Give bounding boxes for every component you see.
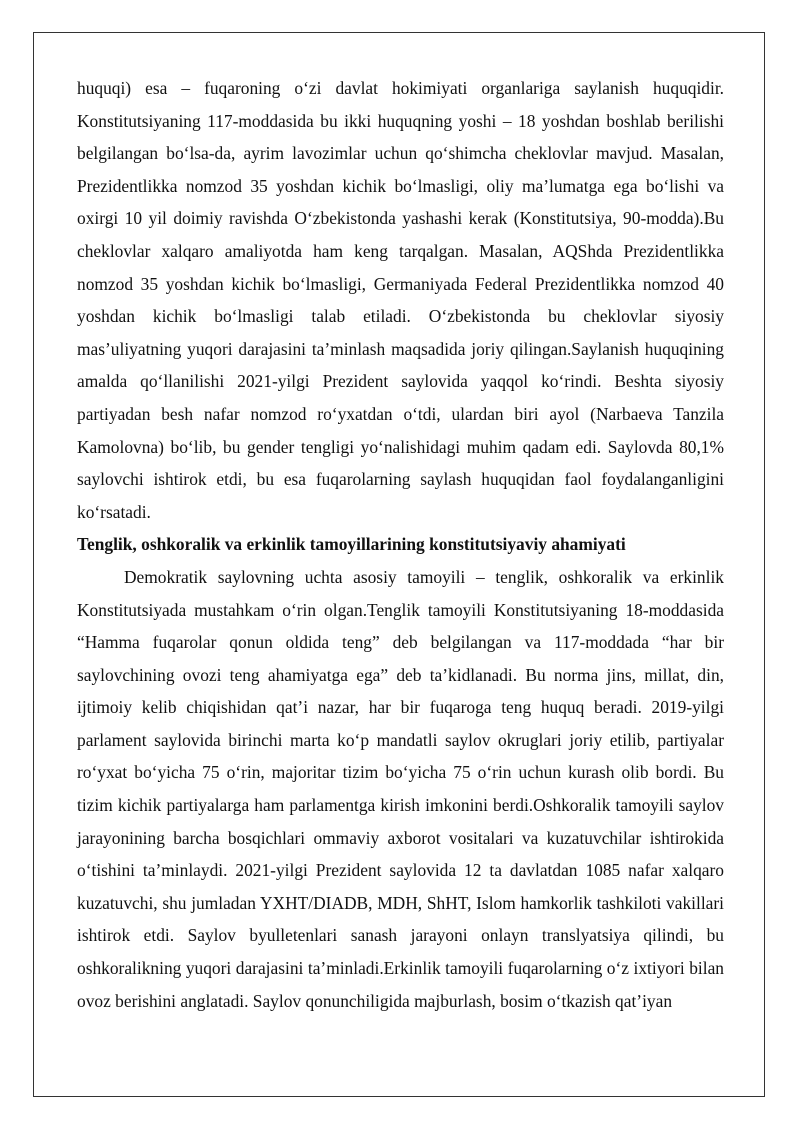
paragraph-1: huquqi) esa – fuqaroning o‘zi davlat hokimiyati organlariga saylanish huquqidir. Konstitutsiyaning 117-moddasida bu ikki huquqning yoshi – 18 yoshdan boshlab berilishi belgilangan bo‘lsa-da, ayrim lavozimlar uchun qo‘shimcha cheklovlar mavjud. Masalan, Prezidentlikka nomzod 35 yoshdan kichik bo‘lmasligi, oliy ma’lumatga ega bo‘lishi va oxirgi 10 yil doimiy ravishda O‘zbekistonda yashashi kerak (Konstitutsiya, 90-modda).Bu cheklovlar xalqaro amaliyotda ham keng tarqalgan. Masalan, AQShda Prezidentlikka nomzod 35 yoshdan kichik bo‘lmasligi, Germaniyada Federal Prezidentlikka nomzod 40 yoshdan kichik bo‘lmasligi talab etiladi. O‘zbekistonda bu cheklovlar siyosiy mas’uliyatning yuqori darajasini ta’minlash maqsadida joriy qilingan.Saylanish huquqining amalda qo‘llanilishi 2021-yilgi Prezident saylovida yaqqol ko‘rindi. Beshta siyosiy partiyadan besh nafar nomzod ro‘yxatdan o‘tdi, ulardan biri ayol (Narbaeva Tanzila Kamolovna) bo‘lib, bu gender tengligi yo‘nalishidagi muhim qadam edi. Saylovda 80,1% saylovchi ishtirok etdi, bu esa fuqarolarning saylash huquqidan faol foydalanganligini ko‘rsatadi. (77, 78, 724, 522)
section-heading: Tenglik, oshkoralik va erkinlik tamoyillarining konstitutsiyaviy ahamiyati (77, 534, 626, 555)
document-body (77, 72, 724, 1017)
paragraph-2: Demokratik saylovning uchta asosiy tamoyili – tenglik, oshkoralik va erkinlik Konstitutsiyada mustahkam o‘rin olgan.Tenglik tamoyili Konstitutsiyaning 18-moddasida “Hamma fuqarolar qonun oldida teng” deb belgilangan va 117-moddada “har bir saylovchining ovozi teng ahamiyatga ega” deb ta’kidlanadi. Bu norma jins, millat, din, ijtimoiy kelib chiqishidan qat’i nazar, har bir fuqaroga teng huquq beradi. 2019-yilgi parlament saylovida birinchi marta ko‘p mandatli saylov okruglari joriy etilib, partiyalar ro‘yxat bo‘yicha 75 o‘rin, majoritar tizim bo‘yicha 75 o‘rin uchun kurash olib bordi. Bu tizim kichik partiyalarga ham parlamentga kirish imkonini berdi.Oshkoralik tamoyili saylov jarayonining barcha bosqichlari ommaviy axborot vositalari va kuzatuvchilar ishtirokida o‘tishini ta’minlaydi. 2021-yilgi Prezident saylovida 12 ta davlatdan 1085 nafar xalqaro kuzatuvchi, shu jumladan YXHT/DIADB, MDH, ShHT, Islom hamkorlik tashkiloti vakillari ishtirok etdi. Saylov byulletenlari sanash jarayoni onlayn translyatsiya qilindi, bu oshkoralikning yuqori darajasini ta’minladi.Erkinlik tamoyili fuqarolarning o‘z ixtiyori bilan ovoz berishini anglatadi. Saylov qonunchiligida majburlash, bosim o‘tkazish qat’iyan (77, 566, 724, 1011)
